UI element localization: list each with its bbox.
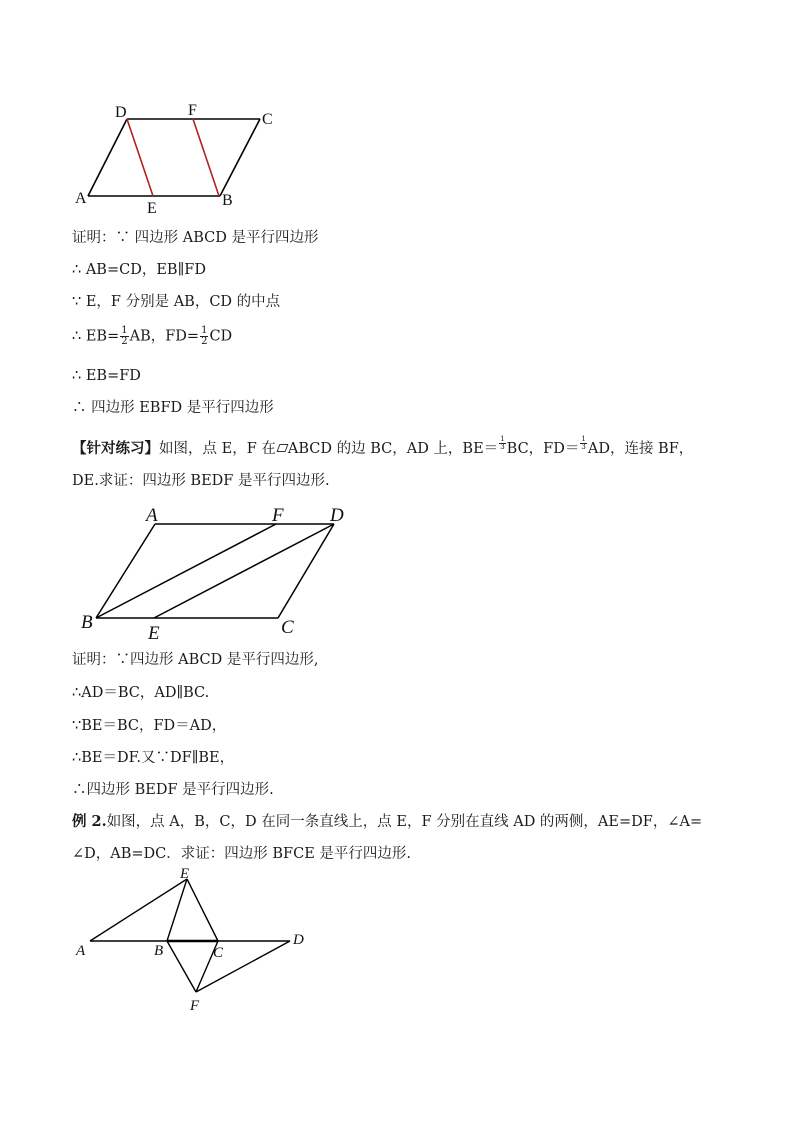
proof1-line-4-cd: CD	[209, 328, 233, 345]
figure-parallelogram-1	[70, 95, 290, 220]
label-E: E	[147, 200, 157, 217]
label-E: E	[148, 623, 160, 644]
fraction-one-third: $\frac{1}{3}$	[581, 435, 586, 451]
edge-DA	[88, 119, 127, 196]
label-A: A	[75, 190, 87, 207]
edge-FB	[167, 941, 196, 992]
label-D: D	[293, 932, 304, 948]
proof1-line-1: 证明：∵ 四边形 ABCD 是平行四边形	[72, 230, 319, 246]
label-B: B	[222, 192, 233, 209]
proof2-line-4: ∴BE＝DF.又∵DF∥BE，	[72, 750, 235, 766]
edge-EC	[187, 879, 218, 941]
proof2-line-5: ∴四边形 BEDF 是平行四边形.	[72, 782, 274, 798]
proof1-line-2: ∴ AB=CD，EB∥FD	[72, 262, 206, 278]
edge-BC	[220, 119, 260, 196]
practice-text-b: ABCD 的边 BC，AD 上，BE＝	[287, 441, 499, 457]
example2-line-2: ∠D，AB=DC．求证：四边形 BFCE 是平行四边形.	[72, 846, 411, 862]
label-C: C	[262, 111, 273, 128]
figure-parallelogram-2	[78, 502, 368, 644]
segment-BF	[96, 524, 276, 618]
label-C: C	[281, 617, 294, 638]
practice-text-a: 如图，点 E，F 在	[159, 441, 276, 457]
label-D: D	[115, 104, 127, 121]
label-A: A	[76, 943, 86, 959]
figure1-edges	[88, 119, 260, 196]
label-F: F	[272, 505, 284, 526]
segment-ED	[154, 524, 334, 618]
example2-text-1: 如图，点 A，B，C，D 在同一条直线上，点 E，F 分别在直线 AD 的两侧，AE=DF，∠A=	[106, 814, 703, 830]
label-D: D	[330, 505, 344, 526]
label-F: F	[190, 998, 200, 1014]
proof1-line-4-ab: AB，FD=	[129, 328, 200, 345]
label-E: E	[180, 866, 190, 882]
proof1-line-4	[72, 326, 232, 347]
edge-EB	[167, 879, 187, 941]
label-B: B	[154, 943, 164, 959]
label-B: B	[81, 612, 93, 633]
label-F: F	[188, 102, 197, 119]
proof2-line-3: ∵BE＝BC，FD＝AD，	[72, 718, 227, 734]
proof1-line-4-prefix: ∴ EB=	[72, 328, 120, 345]
figure2-edges	[96, 524, 334, 618]
proof1-line-6: ∴ 四边形 EBFD 是平行四边形	[72, 400, 274, 416]
label-A: A	[146, 505, 158, 526]
edge-BA	[96, 524, 155, 618]
segment-FB	[193, 119, 219, 196]
example2-tag: 例 2.	[72, 813, 107, 830]
edge-DF	[196, 941, 290, 992]
practice-text-c: BC，FD＝	[506, 441, 580, 457]
fraction-one-half: $\frac{1}{2}$	[201, 325, 208, 347]
practice-line-2: DE.求证：四边形 BEDF 是平行四边形.	[72, 473, 330, 489]
proof1-line-5: ∴ EB=FD	[72, 368, 141, 384]
practice-tag: 【针对练习】	[72, 440, 159, 457]
label-C: C	[213, 945, 224, 961]
practice-line-1	[72, 436, 693, 459]
fraction-one-third: $\frac{1}{3}$	[500, 435, 505, 451]
parallelogram-symbol-icon	[276, 444, 288, 452]
proof1-line-3: ∵ E，F 分别是 AB，CD 的中点	[72, 294, 281, 310]
figure-quadrilateral-bfce	[70, 862, 330, 1018]
proof2-line-1: 证明：∵四边形 ABCD 是平行四边形,	[72, 652, 319, 668]
edge-AE	[90, 879, 187, 941]
fraction-one-half: $\frac{1}{2}$	[121, 325, 128, 347]
example2-line-1	[72, 812, 702, 832]
proof2-line-2: ∴AD＝BC，AD∥BC.	[72, 685, 210, 701]
practice-text-d: AD，连接 BF，	[587, 441, 694, 457]
figure3-edges	[90, 879, 290, 992]
segment-DE	[127, 119, 153, 196]
